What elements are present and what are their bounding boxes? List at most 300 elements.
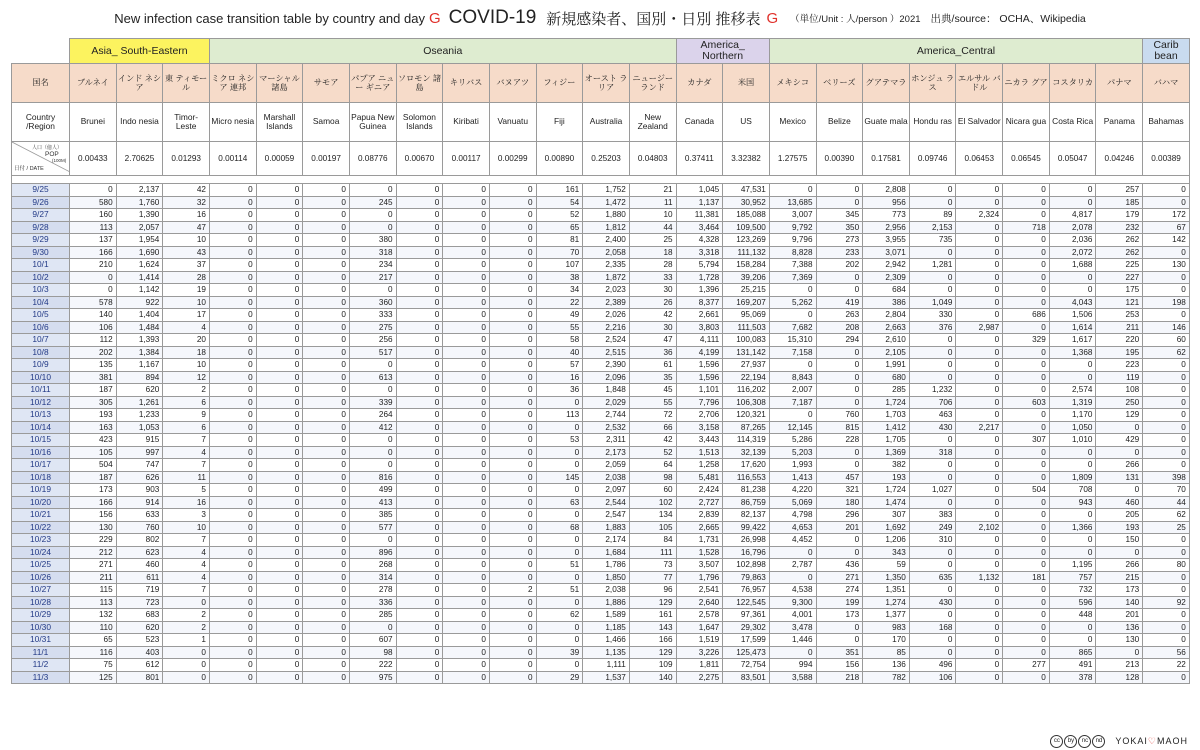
value-cell: 611	[116, 571, 163, 584]
value-cell: 0	[956, 471, 1003, 484]
value-cell: 0	[956, 634, 1003, 647]
value-cell: 0	[209, 296, 256, 309]
value-cell: 735	[909, 234, 956, 247]
value-cell: 0	[443, 471, 490, 484]
value-cell: 436	[816, 559, 863, 572]
value-cell: 0	[443, 446, 490, 459]
value-cell: 0	[396, 571, 443, 584]
value-cell: 2,787	[769, 559, 816, 572]
value-cell: 1,142	[116, 284, 163, 297]
value-cell: 0	[536, 396, 583, 409]
table-row	[12, 634, 1190, 647]
value-cell: 3,226	[676, 646, 723, 659]
value-cell: 0	[209, 246, 256, 259]
value-cell: 0	[209, 196, 256, 209]
value-cell: 51	[536, 584, 583, 597]
table-row	[12, 309, 1190, 322]
region-cell: America_Central	[769, 39, 1142, 64]
value-cell: 0	[956, 646, 1003, 659]
date-cell: 10/7	[12, 334, 70, 347]
value-cell: 5,203	[769, 446, 816, 459]
value-cell: 504	[1003, 484, 1050, 497]
title-mark-1: G	[428, 9, 441, 27]
value-cell: 16	[163, 209, 210, 222]
value-cell: 0	[1049, 359, 1096, 372]
value-cell: 2,058	[583, 246, 630, 259]
value-cell: 0	[443, 271, 490, 284]
value-cell: 0	[209, 421, 256, 434]
value-cell: 0	[1049, 271, 1096, 284]
value-cell: 1,883	[583, 521, 630, 534]
value-cell: 62	[536, 609, 583, 622]
value-cell: 233	[816, 246, 863, 259]
value-cell: 146	[1143, 321, 1190, 334]
value-cell: 0	[1003, 384, 1050, 397]
value-cell: 55	[629, 396, 676, 409]
value-cell: 2,515	[583, 346, 630, 359]
value-cell: 0	[256, 584, 303, 597]
country-en-name: Solomon Islands	[396, 103, 443, 142]
value-cell: 718	[1003, 221, 1050, 234]
value-cell: 1,624	[116, 259, 163, 272]
value-cell: 613	[349, 371, 396, 384]
value-cell: 273	[816, 234, 863, 247]
value-cell: 10	[163, 359, 210, 372]
value-cell: 0	[443, 434, 490, 447]
value-cell: 275	[349, 321, 396, 334]
value-cell: 201	[1096, 609, 1143, 622]
date-cell: 10/18	[12, 471, 70, 484]
value-cell: 330	[909, 309, 956, 322]
value-cell: 232	[1096, 221, 1143, 234]
value-cell: 79,863	[723, 571, 770, 584]
value-cell: 60	[629, 484, 676, 497]
value-cell: 180	[816, 496, 863, 509]
value-cell: 0	[909, 609, 956, 622]
value-cell: 110	[70, 621, 117, 634]
value-cell: 42	[629, 309, 676, 322]
value-cell: 0	[536, 446, 583, 459]
value-cell: 85	[863, 646, 910, 659]
value-cell: 140	[629, 671, 676, 684]
value-cell: 0	[303, 309, 350, 322]
value-cell: 0	[1003, 621, 1050, 634]
value-cell: 0	[1096, 484, 1143, 497]
value-cell: 0	[396, 584, 443, 597]
value-cell: 1,752	[583, 184, 630, 197]
value-cell: 0	[396, 534, 443, 547]
value-cell: 198	[1143, 296, 1190, 309]
value-cell: 975	[349, 671, 396, 684]
value-cell: 134	[629, 509, 676, 522]
value-cell: 491	[1049, 659, 1096, 672]
value-cell: 2,640	[676, 596, 723, 609]
value-cell: 122,545	[723, 596, 770, 609]
value-cell: 307	[1003, 434, 1050, 447]
value-cell: 0	[443, 409, 490, 422]
value-cell: 70	[1143, 484, 1190, 497]
value-cell: 0	[163, 646, 210, 659]
value-cell: 903	[116, 484, 163, 497]
value-cell: 35	[629, 371, 676, 384]
value-cell: 2	[489, 584, 536, 597]
value-cell: 0	[909, 196, 956, 209]
country-en-name: Indo nesia	[116, 103, 163, 142]
value-cell: 2,105	[863, 346, 910, 359]
value-cell: 234	[349, 259, 396, 272]
value-cell: 0	[209, 584, 256, 597]
value-cell: 0	[816, 534, 863, 547]
value-cell: 0	[256, 509, 303, 522]
value-cell: 1,135	[583, 646, 630, 659]
value-cell: 0	[956, 596, 1003, 609]
table-row	[12, 346, 1190, 359]
value-cell: 161	[536, 184, 583, 197]
value-cell: 12	[163, 371, 210, 384]
value-cell: 0	[1143, 459, 1190, 472]
value-cell: 343	[863, 546, 910, 559]
value-cell: 10	[163, 234, 210, 247]
value-cell: 1,472	[583, 196, 630, 209]
value-cell: 2,102	[956, 521, 1003, 534]
value-cell: 0	[303, 246, 350, 259]
page-title	[0, 0, 1200, 36]
value-cell: 1,786	[583, 559, 630, 572]
value-cell: 0	[209, 334, 256, 347]
value-cell: 0	[1003, 409, 1050, 422]
value-cell: 496	[909, 659, 956, 672]
value-cell: 43	[163, 246, 210, 259]
value-cell: 2,389	[583, 296, 630, 309]
value-cell: 3,318	[676, 246, 723, 259]
value-cell: 161	[629, 609, 676, 622]
license-nd-icon: nd	[1092, 735, 1105, 748]
value-cell: 430	[909, 596, 956, 609]
value-cell: 0	[1143, 284, 1190, 297]
value-cell: 0	[769, 571, 816, 584]
value-cell: 4	[163, 321, 210, 334]
value-cell: 0	[956, 221, 1003, 234]
value-cell: 27,937	[723, 359, 770, 372]
value-cell: 28	[629, 259, 676, 272]
value-cell: 227	[1096, 271, 1143, 284]
value-cell: 0	[1143, 546, 1190, 559]
country-en-name: Fiji	[536, 103, 583, 142]
value-cell: 0	[956, 396, 1003, 409]
value-cell: 11	[163, 471, 210, 484]
value-cell: 0	[303, 534, 350, 547]
value-cell: 0	[489, 359, 536, 372]
table-row	[12, 246, 1190, 259]
date-cell: 10/1	[12, 259, 70, 272]
value-cell: 109,500	[723, 221, 770, 234]
value-cell: 3,071	[863, 246, 910, 259]
country-en-name: Mexico	[769, 103, 816, 142]
value-cell: 2,078	[1049, 221, 1096, 234]
country-jp-name: キリバス	[443, 64, 490, 103]
value-cell: 0	[209, 321, 256, 334]
value-cell: 166	[629, 634, 676, 647]
value-cell: 0	[489, 309, 536, 322]
value-cell: 0	[816, 459, 863, 472]
value-cell: 0	[769, 646, 816, 659]
value-cell: 18	[629, 246, 676, 259]
value-cell: 125	[70, 671, 117, 684]
value-cell: 1,170	[1049, 409, 1096, 422]
value-cell: 0	[489, 196, 536, 209]
value-cell: 0	[769, 284, 816, 297]
value-cell: 457	[816, 471, 863, 484]
value-cell: 578	[70, 296, 117, 309]
value-cell: 0	[303, 621, 350, 634]
value-cell: 0	[536, 534, 583, 547]
value-cell: 0	[443, 571, 490, 584]
value-cell: 36	[629, 346, 676, 359]
value-cell: 620	[116, 621, 163, 634]
value-cell: 0	[489, 434, 536, 447]
table-row	[12, 571, 1190, 584]
value-cell: 0	[1143, 621, 1190, 634]
value-cell: 2,578	[676, 609, 723, 622]
value-cell: 0	[396, 259, 443, 272]
date-cell: 10/29	[12, 609, 70, 622]
value-cell: 683	[116, 609, 163, 622]
country-jp-name: 米国	[723, 64, 770, 103]
value-cell: 68	[536, 521, 583, 534]
value-cell: 2,532	[583, 421, 630, 434]
region-cell: Oseania	[209, 39, 676, 64]
population-value: 0.06545	[1003, 142, 1050, 176]
value-cell: 1,724	[863, 484, 910, 497]
value-cell: 1,760	[116, 196, 163, 209]
value-cell: 0	[256, 296, 303, 309]
population-value: 0.00670	[396, 142, 443, 176]
value-cell: 0	[489, 484, 536, 497]
value-cell: 815	[816, 421, 863, 434]
value-cell: 0	[349, 184, 396, 197]
value-cell: 0	[163, 671, 210, 684]
value-cell: 195	[1096, 346, 1143, 359]
value-cell: 107	[536, 259, 583, 272]
value-cell: 89	[909, 209, 956, 222]
value-cell: 21	[629, 184, 676, 197]
value-cell: 119	[1096, 371, 1143, 384]
value-cell: 66	[629, 421, 676, 434]
value-cell: 116	[70, 646, 117, 659]
country-en-name: Timor- Leste	[163, 103, 210, 142]
country-en-name: Australia	[583, 103, 630, 142]
value-cell: 172	[1143, 209, 1190, 222]
value-cell: 116,202	[723, 384, 770, 397]
value-cell: 0	[396, 334, 443, 347]
value-cell: 7,388	[769, 259, 816, 272]
value-cell: 0	[489, 246, 536, 259]
value-cell: 0	[536, 571, 583, 584]
country-en-name: Marshall Islands	[256, 103, 303, 142]
value-cell: 99,422	[723, 521, 770, 534]
value-cell: 2,727	[676, 496, 723, 509]
value-cell: 0	[256, 346, 303, 359]
value-cell: 271	[70, 559, 117, 572]
value-cell: 2,547	[583, 509, 630, 522]
country-en-name: Bahamas	[1143, 103, 1190, 142]
value-cell: 2,706	[676, 409, 723, 422]
date-cell: 11/2	[12, 659, 70, 672]
table-row	[12, 671, 1190, 684]
value-cell: 0	[443, 221, 490, 234]
value-cell: 211	[1096, 321, 1143, 334]
value-cell: 0	[209, 446, 256, 459]
value-cell: 0	[489, 346, 536, 359]
date-cell: 10/13	[12, 409, 70, 422]
value-cell: 250	[1096, 396, 1143, 409]
value-cell: 403	[116, 646, 163, 659]
value-cell: 499	[349, 484, 396, 497]
value-cell: 3,464	[676, 221, 723, 234]
value-cell: 0	[209, 371, 256, 384]
value-cell: 865	[1049, 646, 1096, 659]
value-cell: 0	[396, 384, 443, 397]
value-cell: 321	[816, 484, 863, 497]
value-cell: 0	[349, 221, 396, 234]
value-cell: 166	[70, 246, 117, 259]
value-cell: 0	[303, 484, 350, 497]
value-cell: 0	[909, 584, 956, 597]
value-cell: 0	[256, 546, 303, 559]
value-cell: 1,396	[676, 284, 723, 297]
value-cell: 0	[349, 459, 396, 472]
value-cell: 47	[629, 334, 676, 347]
value-cell: 0	[303, 221, 350, 234]
value-cell: 156	[70, 509, 117, 522]
value-cell: 3,507	[676, 559, 723, 572]
value-cell: 166	[70, 496, 117, 509]
value-cell: 34	[536, 284, 583, 297]
value-cell: 0	[256, 284, 303, 297]
value-cell: 220	[1096, 334, 1143, 347]
value-cell: 42	[163, 184, 210, 197]
value-cell: 1,050	[1049, 421, 1096, 434]
pop-label-jp: 人口（億人）	[32, 145, 63, 151]
value-cell: 0	[443, 596, 490, 609]
value-cell: 1,111	[583, 659, 630, 672]
value-cell: 0	[1143, 446, 1190, 459]
country-en-name: Papua New Guinea	[349, 103, 396, 142]
value-cell: 0	[209, 409, 256, 422]
value-cell: 0	[443, 421, 490, 434]
value-cell: 0	[443, 609, 490, 622]
value-cell: 0	[303, 209, 350, 222]
value-cell: 381	[70, 371, 117, 384]
value-cell: 0	[1003, 546, 1050, 559]
value-cell: 1,528	[676, 546, 723, 559]
value-cell: 55	[536, 321, 583, 334]
diagonal-label-graphic	[12, 142, 70, 172]
value-cell: 0	[443, 196, 490, 209]
value-cell: 0	[489, 234, 536, 247]
value-cell: 6	[163, 396, 210, 409]
value-cell: 0	[816, 634, 863, 647]
value-cell: 0	[1003, 259, 1050, 272]
table-row	[12, 534, 1190, 547]
value-cell: 0	[303, 459, 350, 472]
value-cell: 383	[909, 509, 956, 522]
population-row	[12, 142, 1190, 176]
value-cell: 156	[816, 659, 863, 672]
value-cell: 0	[209, 634, 256, 647]
value-cell: 4,001	[769, 609, 816, 622]
value-cell: 120,321	[723, 409, 770, 422]
country-jp-name: ホンジュ ラス	[909, 64, 956, 103]
value-cell: 0	[1003, 271, 1050, 284]
value-cell: 1,319	[1049, 396, 1096, 409]
value-cell: 0	[1143, 534, 1190, 547]
value-cell: 2,007	[769, 384, 816, 397]
value-cell: 1,506	[1049, 309, 1096, 322]
country-en-name: US	[723, 103, 770, 142]
value-cell: 9,796	[769, 234, 816, 247]
value-cell: 0	[536, 509, 583, 522]
value-cell: 0	[349, 209, 396, 222]
value-cell: 0	[489, 634, 536, 647]
value-cell: 4,220	[769, 484, 816, 497]
value-cell: 0	[209, 221, 256, 234]
value-cell: 81,238	[723, 484, 770, 497]
value-cell: 0	[256, 634, 303, 647]
value-cell: 385	[349, 509, 396, 522]
value-cell: 128	[1096, 671, 1143, 684]
value-cell: 760	[816, 409, 863, 422]
value-cell: 0	[209, 671, 256, 684]
value-cell: 0	[256, 209, 303, 222]
table-row	[12, 659, 1190, 672]
value-cell: 33	[629, 271, 676, 284]
value-cell: 129	[1096, 409, 1143, 422]
value-cell: 0	[1143, 246, 1190, 259]
value-cell: 0	[256, 571, 303, 584]
table-row	[12, 321, 1190, 334]
value-cell: 0	[303, 609, 350, 622]
value-cell: 1,848	[583, 384, 630, 397]
value-cell: 623	[116, 546, 163, 559]
value-cell: 0	[349, 384, 396, 397]
value-cell: 2,137	[116, 184, 163, 197]
value-cell: 0	[816, 359, 863, 372]
value-cell: 0	[443, 646, 490, 659]
value-cell: 0	[956, 296, 1003, 309]
value-cell: 0	[1049, 284, 1096, 297]
value-cell: 603	[1003, 396, 1050, 409]
value-cell: 719	[116, 584, 163, 597]
value-cell: 3	[163, 509, 210, 522]
value-cell: 0	[489, 371, 536, 384]
value-cell: 0	[909, 334, 956, 347]
value-cell: 211	[70, 571, 117, 584]
value-cell: 0	[536, 484, 583, 497]
value-cell: 0	[443, 659, 490, 672]
value-cell: 0	[769, 184, 816, 197]
value-cell: 2,309	[863, 271, 910, 284]
value-cell: 0	[209, 209, 256, 222]
value-cell: 706	[909, 396, 956, 409]
value-cell: 0	[209, 359, 256, 372]
value-cell: 70	[536, 246, 583, 259]
value-cell: 0	[256, 321, 303, 334]
value-cell: 7,369	[769, 271, 816, 284]
license-by-icon: by	[1064, 735, 1077, 748]
value-cell: 83,501	[723, 671, 770, 684]
value-cell: 0	[443, 671, 490, 684]
